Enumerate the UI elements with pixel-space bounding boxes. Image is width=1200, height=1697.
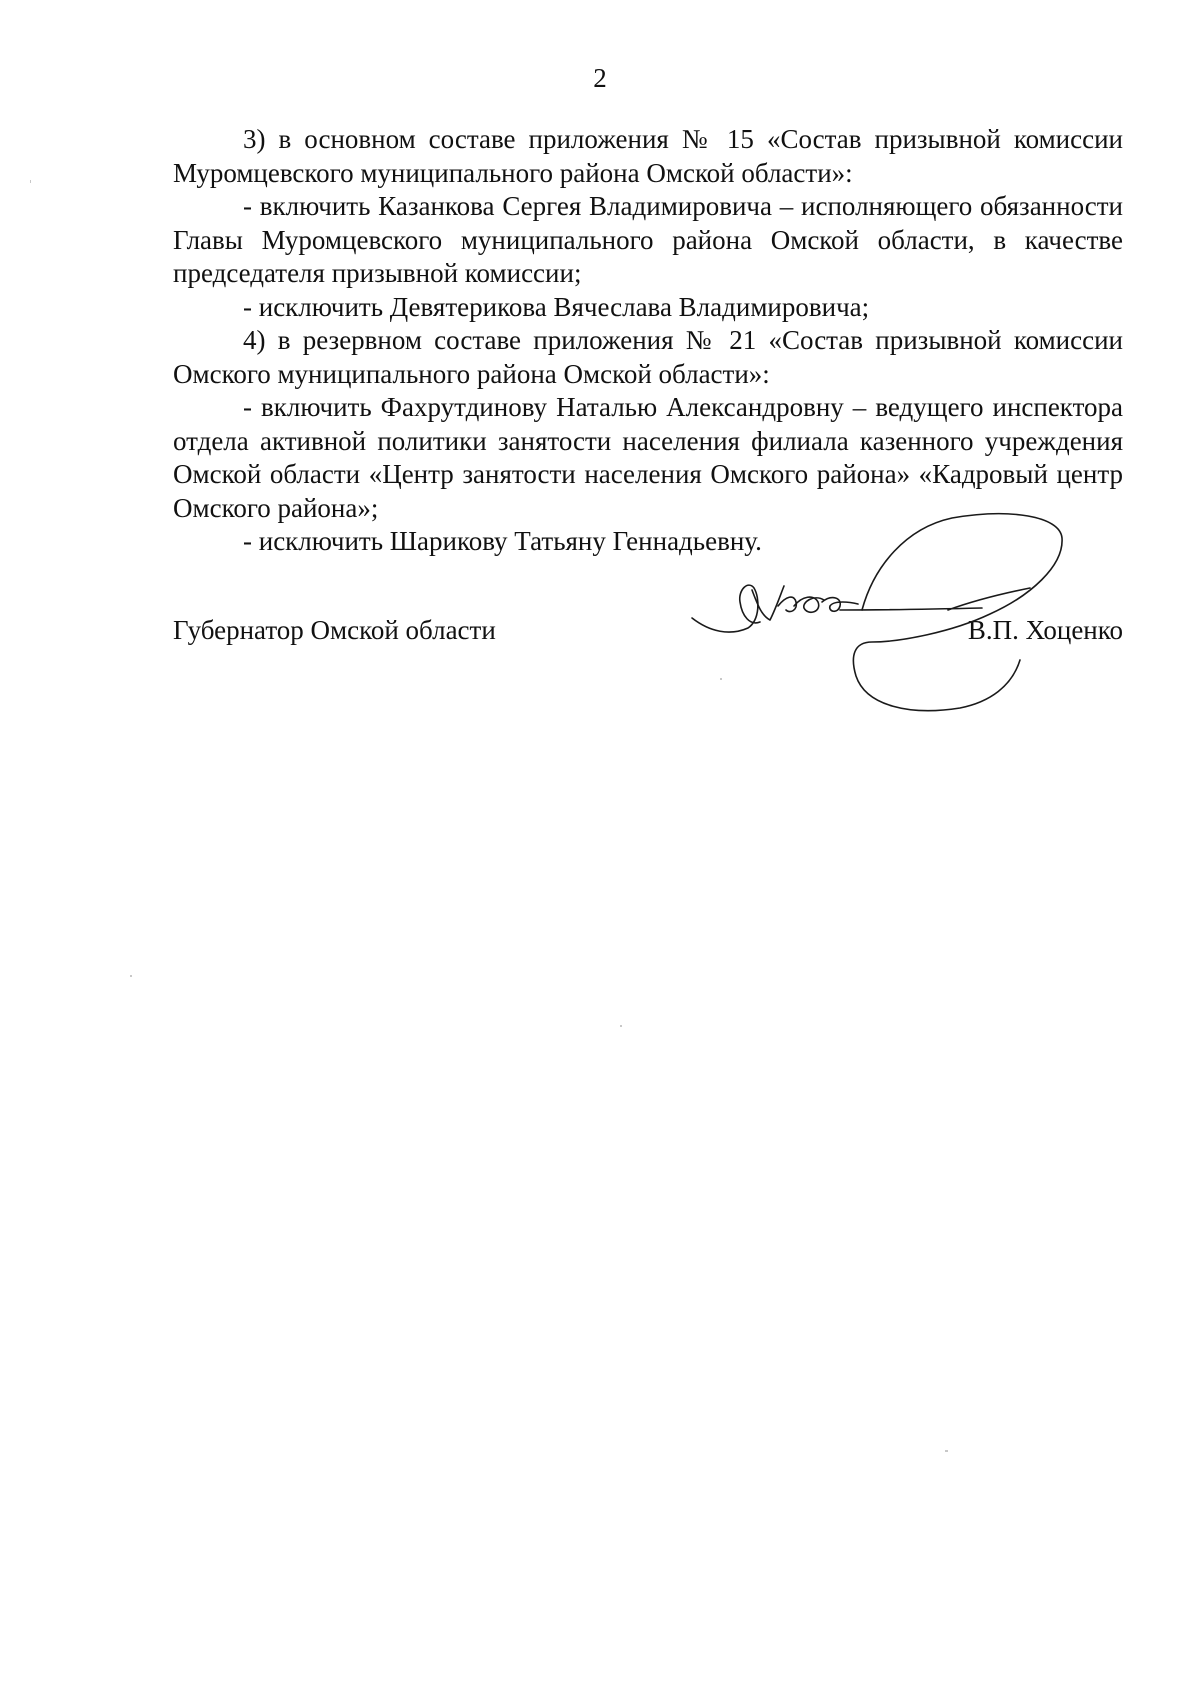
signer-name: В.П. Хоценко <box>967 615 1123 645</box>
document-body <box>173 123 1123 559</box>
page-number: 2 <box>593 63 607 93</box>
scan-speck <box>620 1025 622 1027</box>
scan-speck <box>945 1450 948 1452</box>
scan-speck <box>720 678 722 680</box>
signer-title: Губернатор Омской области <box>173 615 496 645</box>
scan-speck <box>30 180 31 183</box>
paragraph-include-fakhrutdinova: - включить Фахрутдинову Наталью Александровну – ведущего инспектора отдела активной политики занятости населения филиала казенного учреждения Омской области «Центр занятости населения Омского района» «Кадровый центр Омского района»; <box>173 392 1123 523</box>
handwritten-signature <box>690 510 1070 720</box>
paragraph-include-kazankov: - включить Казанкова Сергея Владимировича – исполняющего обязанности Главы Муромцевского муниципального района Омской области, в качестве председателя призывной комиссии; <box>173 191 1123 288</box>
paragraph-item-4: 4) в резервном составе приложения № 21 «Состав призывной комиссии Омского муниципального района Омской области»: <box>173 325 1123 389</box>
paragraph-item-3: 3) в основном составе приложения № 15 «Состав призывной комиссии Муромцевского муниципального района Омской области»: <box>173 124 1123 188</box>
paragraph-exclude-devyaterikov: - исключить Девятерикова Вячеслава Владимировича; <box>243 291 870 322</box>
paragraph-exclude-sharikova: - исключить Шарикову Татьяну Геннадьевну. <box>243 526 762 556</box>
scan-speck <box>130 975 132 977</box>
